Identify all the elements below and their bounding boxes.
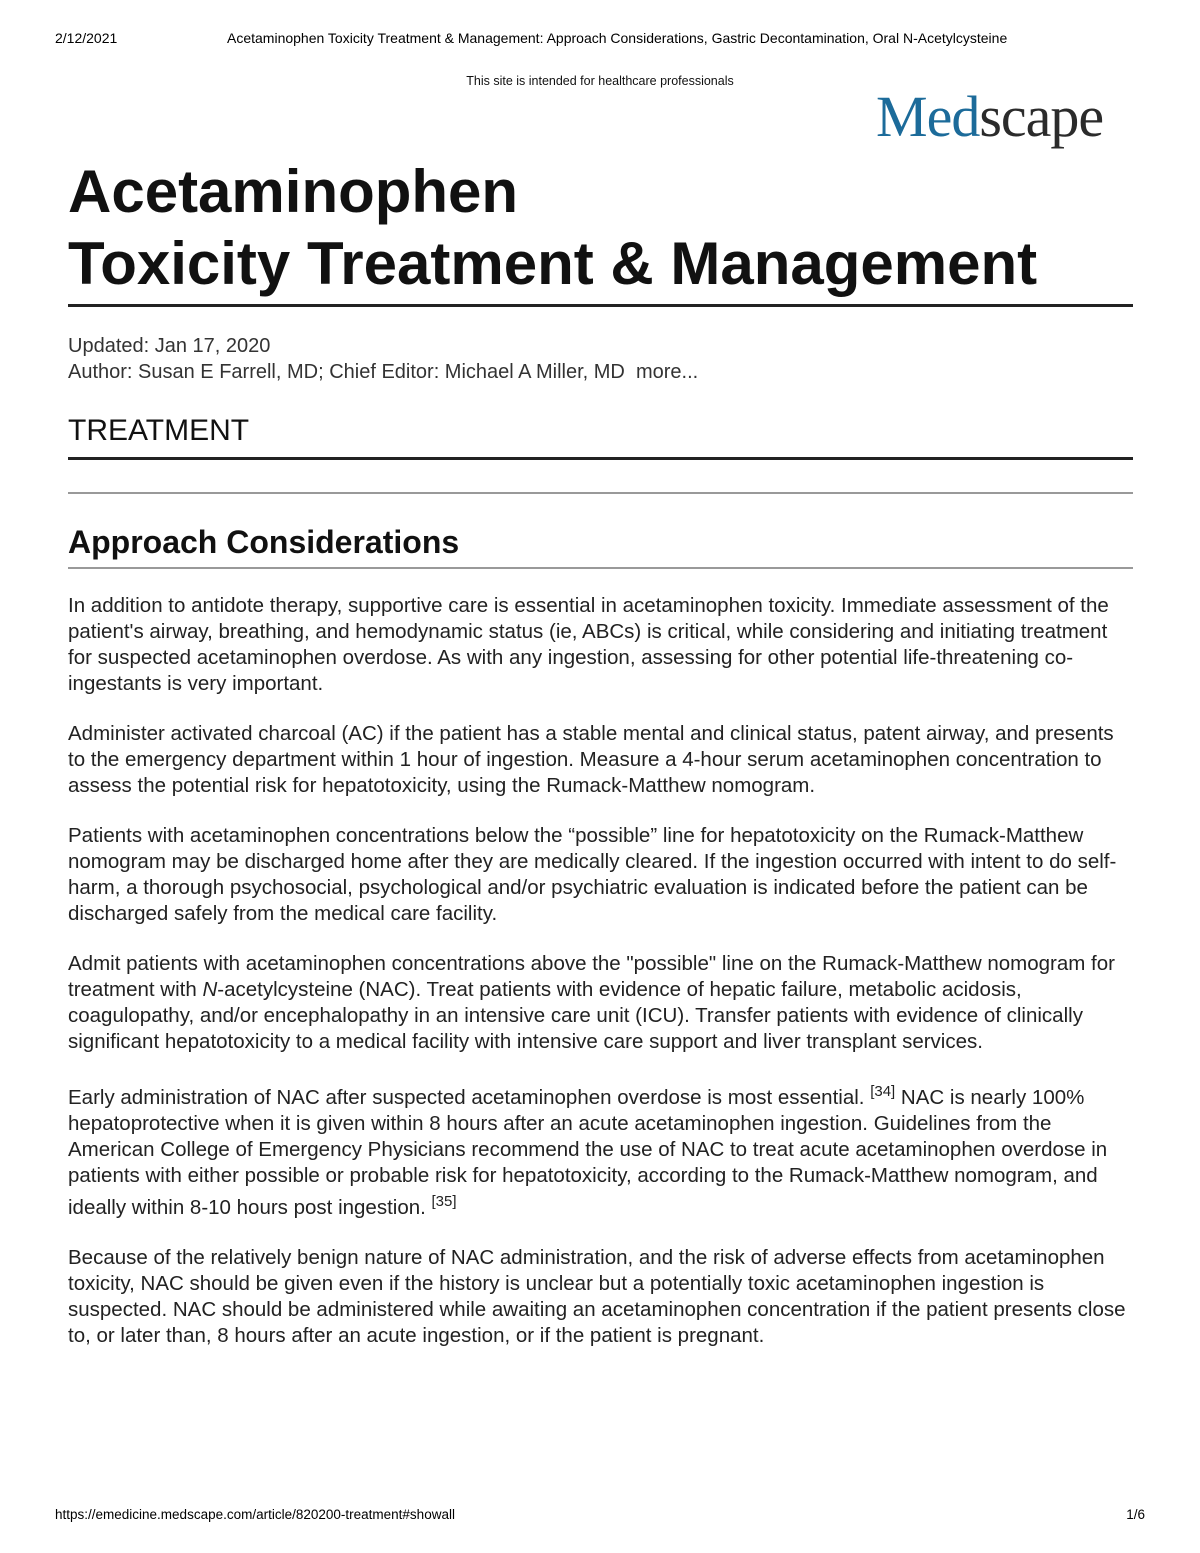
logo-scape: scape xyxy=(979,84,1104,149)
reference-34[interactable]: [34] xyxy=(870,1083,896,1100)
article-meta xyxy=(68,333,698,385)
page-title xyxy=(68,156,1138,300)
author-text: Author: Susan E Farrell, MD; Chief Editor: Michael A Miller, MD xyxy=(68,361,625,383)
page-number: 1/6 xyxy=(1126,1507,1145,1522)
paragraph-3: Patients with acetaminophen concentrations below the “possible” line for hepatotoxicity on the Rumack-Matthew nomogram may be discharged home after they are medically cleared. If the ingestion occurred with intent to do self-harm, a thorough psychosocial, psychological and/or psychiatric evaluation is indicated before the patient can be discharged safely from the medical care facility. xyxy=(68,824,1117,925)
print-date: 2/12/2021 xyxy=(55,30,118,46)
healthcare-notice: This site is intended for healthcare professionals xyxy=(466,74,734,88)
title-divider xyxy=(68,304,1133,307)
paragraph-5 xyxy=(68,1079,1136,1221)
paragraph-4-italic: N xyxy=(202,978,218,1001)
reference-35[interactable]: [35] xyxy=(431,1192,457,1210)
paragraph-2: Administer activated charcoal (AC) if the patient has a stable mental and clinical status, patent airway, and presents to the emergency department within 1 hour of ingestion. Measure a 4-hour serum acetaminophen concentration to assess the potential risk for hepatotoxicity, using the Rumack-Matthew nomogram. xyxy=(68,722,1114,797)
section-divider xyxy=(68,457,1133,460)
paragraph-4-text-a: Admit patients with acetaminophen concentrations above the "possible" line on the Rumack-Matthew nomogram for treatment with xyxy=(68,952,1115,1001)
paragraph-4 xyxy=(68,951,1136,1055)
paragraph-5-text-a: Early administration of NAC after suspected acetaminophen overdose is most essential. xyxy=(68,1085,871,1109)
medscape-logo[interactable] xyxy=(876,82,1103,152)
paragraph-6: Because of the relatively benign nature of NAC administration, and the risk of adverse effects from acetaminophen toxicity, NAC should be given even if the history is unclear but a potentially toxic acetaminophen ingestion is suspected. NAC should be administered while awaiting an acetaminophen concentration if the patient presents close to, or later than, 8 hours after an acute ingestion, or if the patient is pregnant. xyxy=(68,1245,1126,1347)
section-label: TREATMENT xyxy=(68,414,250,447)
subsection-divider xyxy=(68,492,1133,494)
subheading-divider xyxy=(68,567,1133,569)
footer-url: https://emedicine.medscape.com/article/820200-treatment#showall xyxy=(55,1507,455,1522)
author-line xyxy=(68,359,698,385)
print-header xyxy=(55,30,1145,50)
article-body xyxy=(68,593,1136,1373)
updated-date: Updated: Jan 17, 2020 xyxy=(68,335,271,357)
paragraph-1: In addition to antidote therapy, supportive care is essential in acetaminophen toxicity. Immediate assessment of the patient's airway, breathing, and hemodynamic status (ie, ABCs) is critical, while considering and initiating treatment for suspected acetaminophen overdose. As with any ingestion, assessing for other potential life-threatening co-ingestants is very important. xyxy=(68,594,1109,695)
print-footer xyxy=(55,1507,1145,1522)
subheading-approach-considerations: Approach Considerations xyxy=(68,524,460,560)
print-document-title: Acetaminophen Toxicity Treatment & Management: Approach Considerations, Gastric Decontamination, Oral N-Acetylcysteine xyxy=(227,30,1008,46)
paragraph-4-text-b: -acetylcysteine (NAC). Treat patients with evidence of hepatic failure, metabolic acidosis, coagulopathy, and/or encephalopathy in an intensive care unit (ICU). Transfer patients with evidence of clinically significant hepatotoxicity to a medical facility with intensive care support and liver transplant services. xyxy=(68,978,1083,1053)
more-authors-link[interactable]: more... xyxy=(635,361,699,383)
page-title-line2: Toxicity Treatment & Management xyxy=(68,230,1038,297)
paragraph-5-text-b: NAC is nearly 100% hepatoprotective when it is given within 8 hours after an acute acetaminophen ingestion. Guidelines from the American College of Emergency Physicians recommend the use of NAC to treat acute acetaminophen overdose in patients with either possible or probable risk for hepatotoxicity, according to the Rumack-Matthew nomogram, and ideally within 8-10 hours post ingestion. xyxy=(68,1085,1108,1219)
page-title-line1: Acetaminophen xyxy=(68,158,519,225)
logo-med: Med xyxy=(876,84,980,149)
